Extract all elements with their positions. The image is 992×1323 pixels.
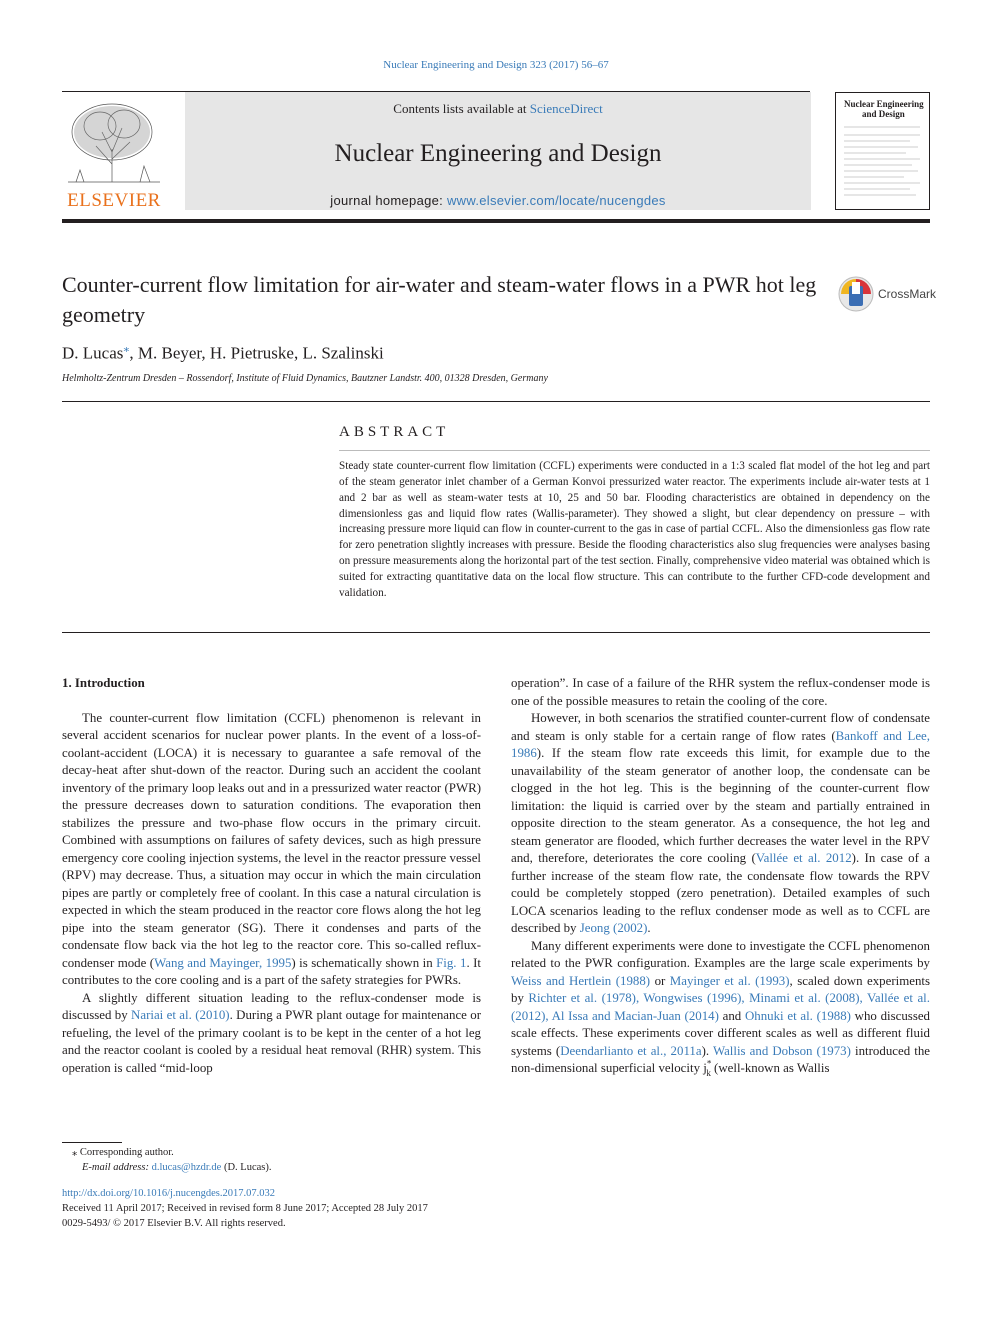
contents-prefix: Contents lists available at [393, 101, 530, 116]
right-column [511, 675, 930, 1078]
intro-p3-a: However, in both scenarios the stratified counter-current flow of condensate and steam is only stable for a certain range of flow rates ( [511, 711, 930, 743]
author-list [62, 341, 384, 364]
ref-bankoff-lee[interactable]: Bankoff and Lee, 1986 [511, 728, 930, 760]
intro-p1-end: . It contributes to the core cooling and is a part of the safety strategies for PWRs. [62, 955, 481, 987]
email-owner: (D. Lucas). [221, 1162, 272, 1173]
header-thick-rule [62, 219, 930, 223]
ref-fig-1[interactable]: Fig. 1 [436, 955, 467, 970]
author-lucas[interactable]: D. Lucas [62, 343, 124, 363]
sciencedirect-link[interactable]: ScienceDirect [529, 101, 603, 116]
doi-link[interactable]: http://dx.doi.org/10.1016/j.nucengdes.2017.07.032 [62, 1188, 276, 1199]
intro-paragraph-1 [62, 710, 481, 990]
intro-p4-g: introduced the non-dimensional superficial velocity [511, 1043, 930, 1075]
wallis-symbol-sub: k [706, 1067, 711, 1078]
ref-wallis-dobson[interactable]: Wallis and Dobson (1973) [712, 1043, 851, 1058]
ref-scaled-down-group[interactable]: Richter et al. (1978), Wongwises (1996), Minami et al. (2008), Vallée et al. (2012), Al Issa and Macian-Juan (2014) [511, 991, 930, 1023]
cover-contents-icon [840, 123, 926, 207]
journal-name: Nuclear Engineering and Design [334, 140, 662, 167]
contents-line [185, 101, 811, 117]
email-link[interactable]: d.lucas@hzdr.de [151, 1162, 222, 1173]
intro-paragraph-3 [511, 710, 930, 938]
intro-p4-c: , scaled down experiments by [511, 973, 930, 1005]
email-label: E-mail address: [82, 1162, 152, 1173]
journal-homepage [185, 193, 811, 208]
intro-p3-c: ). In case of a further increase of the steam flow rate, the condensate flow towards the RPV could be completely stopped (zero penetration). Detailed examples of such LOCA scenarios leading to the reflux condenser mode as well as to CCFL are described by [511, 851, 930, 935]
intro-p1-text: The counter-current flow limitation (CCFL) phenomenon is relevant in several accident scenarios for nuclear power plants. In the event of a loss-of-coolant-accident (LOCA) it is necessary to guarantee a safe removal of the decay-heat after shut-down of the reactor. During such an accident the coolant inventory of the primary loop leaks out and in a pressurized water reactor (PWR) the pressure decreases down to saturation conditions. The evaporation then stabilizes the pressure and two-phase flow occurs in the primary circuit. Combined with assumptions on failures of safety devices, such as high pressure emergency core cooling injection systems, the level in the reactor pressure vessel (RPV) may decrease. Thus, a situation may occur in which the main circulation pipes are partly or completely free of coolant. In this case a natural circulation is expected in which the steam produced in the reactor core flows along the hot leg pipe into the steam generator (SG). There it condenses and parts of the condensate flow back via the hot leg to the reactor core. This so-called reflux-condenser mode ( [62, 710, 481, 970]
ref-vallee-2012[interactable]: Vallée et al. 2012 [755, 851, 852, 865]
intro-p2-start: A slightly different situation leading to the reflux-condenser mode is discussed by [62, 990, 481, 1022]
abstract-heading: ABSTRACT [339, 424, 450, 440]
ref-deendarlianto[interactable]: Deendarlianto et al., 2011a [560, 1043, 702, 1058]
wallis-symbol-sup: * [706, 1058, 712, 1069]
other-authors: , M. Beyer, H. Pietruske, L. Szalinski [129, 343, 384, 363]
corresponding-author-mark[interactable]: ⁎ [123, 341, 130, 355]
article-dates: Received 11 April 2017; Received in revised form 8 June 2017; Accepted 28 July 2017 [62, 1203, 428, 1214]
section-heading-introduction: 1. Introduction [62, 676, 145, 690]
intro-p4-f: ). [701, 1043, 713, 1058]
cover-title [844, 99, 924, 119]
abstract-text: Steady state counter-current flow limitation (CCFL) experiments were conducted in a 1:3 scaled flat model of the hot leg and part of the steam generator inlet chamber of a German Konvoi pressurized water reactor. The experiments include air-water tests at 1 and 2 bar as well as steam-water tests at 10, 25 and 50 bar. Flooding characteristics are obtained in dependency on the dimensionless gas and liquid flow rates (Wallis-parameter). They showed a slight, but clear dependency on pressure – with increasing pressure more liquid can flow in counter-current to the gas in case of partial CCFL. Also the dimensionless gas flow rate for zero penetration slightly increases with pressure. Beside the flooding characteristics also slug frequencies were analyses basing on pressure measurements along the horizontal part of the test section. Finally, comprehensive video material was obtained which is suited for extracting quantitative data on the local flow structure. This can contribute to the further CFD-code development and validation. [339, 460, 930, 599]
elsevier-wordmark: ELSEVIER [67, 190, 161, 211]
title-divider [62, 401, 930, 402]
footnote-divider [62, 1142, 122, 1143]
ref-jeong[interactable]: Jeong (2002) [579, 921, 648, 935]
footnote-mark: ⁎ [72, 1147, 78, 1158]
ref-mayinger-1993[interactable]: Mayinger et al. (1993) [669, 973, 790, 988]
intro-paragraph-2 [62, 990, 481, 1078]
crossmark-badge[interactable] [838, 276, 938, 312]
homepage-link[interactable]: www.elsevier.com/locate/nucengdes [446, 193, 666, 208]
ref-wang-mayinger[interactable]: Wang and Mayinger, 1995 [154, 955, 292, 970]
footnote-email [82, 1160, 272, 1175]
left-column [62, 675, 481, 1077]
ref-ohnuki[interactable]: Ohnuki et al. (1988) [744, 1008, 851, 1023]
intro-p3-b: ). If the steam flow rate exceeds this limit, for example due to the unavailability of the steam generator of another loop, the condensate can be clogged in the hot leg. This is the beginning of the counter-current flow limitation: the liquid is carried over by the steam and partially entrained in opposite direction to the steam generator. As a consequence, the hot leg and steam generator are flooded, which further decreases the water level in the RPV and, therefore, deteriorates the core cooling ( [511, 746, 930, 865]
copyright-line: 0029-5493/ © 2017 Elsevier B.V. All rights reserved. [62, 1218, 286, 1229]
intro-p4-a: Many different experiments were done to investigate the CCFL phenomenon related to the PWR configuration. Examples are the large scale experiments by [511, 938, 930, 970]
intro-p4-b: or [650, 973, 670, 988]
abstract-divider [339, 450, 930, 451]
footnote-corresponding [62, 1145, 174, 1160]
journal-citation[interactable]: Nuclear Engineering and Design 323 (2017) 56–67 [383, 59, 609, 71]
intro-paragraph-4 [511, 938, 930, 1078]
cover-title-line-2: and Design [862, 109, 905, 119]
wallis-symbol [703, 1058, 712, 1078]
abstract-end-divider [62, 632, 930, 633]
author-affiliation: Helmholtz-Zentrum Dresden – Rossendorf, Institute of Fluid Dynamics, Bautzner Landstr. 400, 01328 Dresden, Germany [62, 373, 548, 384]
intro-p4-e: who discussed scale effects. These experiments cover different scales as well as different fluid systems ( [511, 1008, 930, 1058]
ref-weiss-hertlein[interactable]: Weiss and Hertlein (1988) [511, 973, 651, 988]
article-title: Counter-current flow limitation for air-water and steam-water flows in a PWR hot leg geometry [62, 272, 817, 327]
journal-cover-thumbnail[interactable] [835, 92, 930, 210]
elsevier-logo [62, 94, 166, 212]
intro-paragraph-2-cont: operation”. In case of a failure of the RHR system the reflux-condenser mode is one of the possible measures to retain the cooling of the core. [511, 676, 930, 708]
wallis-symbol-j: j [703, 1061, 707, 1075]
intro-p4-h: (well-known as Wallis [710, 1061, 830, 1075]
intro-p1-mid: ) is schematically shown in [291, 955, 437, 970]
homepage-prefix: journal homepage: [330, 193, 447, 208]
ref-nariai[interactable]: Nariai et al. (2010) [131, 1008, 230, 1022]
intro-p2-end: . During a PWR plant outage for maintenance or refueling, the level of the primary coolant is to be kept in the center of a hot leg and the reactor coolant is cooled by a residual heat removal (RHR) system. This operation is called “mid-loop [62, 1008, 481, 1075]
intro-p3-d: . [647, 921, 651, 935]
cover-title-line-1: Nuclear Engineering [844, 99, 924, 109]
intro-p4-d: and [718, 1008, 745, 1023]
crossmark-icon [838, 276, 874, 312]
footnote-corresponding-text: Corresponding author. [79, 1147, 174, 1158]
crossmark-label: CrossMark [878, 287, 937, 301]
article-metadata [62, 1186, 428, 1231]
